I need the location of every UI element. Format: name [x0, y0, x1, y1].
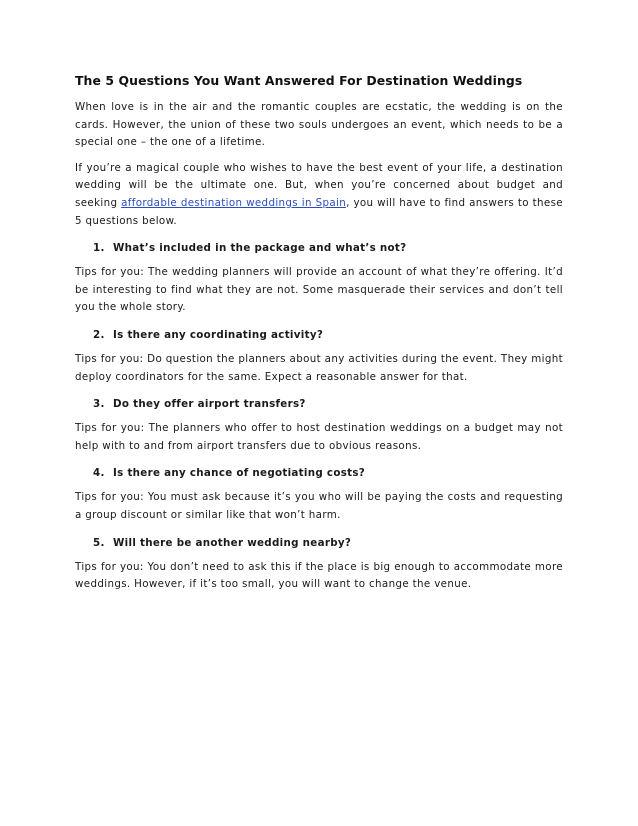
tip-paragraph-4: Tips for you: You must ask because it’s you who will be paying the costs and requesting a group discount or similar like that won’t harm.: [75, 491, 563, 521]
question-number: 5.: [93, 536, 105, 549]
document-page: [75, 72, 563, 602]
question-text: Will there be another wedding nearby?: [113, 536, 352, 549]
question-heading-1: [75, 240, 563, 257]
tip-paragraph-3: Tips for you: The planners who offer to host destination weddings on a budget may not help with to and from airport transfers due to obvious reasons.: [75, 422, 563, 452]
question-heading-2: [75, 327, 563, 344]
question-number: 2.: [93, 328, 105, 341]
tip-paragraph-5: Tips for you: You don’t need to ask this if the place is big enough to accommodate more weddings. However, if it’s too small, you will want to change the venue.: [75, 560, 563, 591]
question-number: 1.: [93, 242, 105, 255]
intro-paragraph: When love is in the air and the romantic couples are ecstatic, the wedding is on the cards. However, the union of these two souls undergoes an event, which needs to be a special one – the one of a lifetime.: [75, 101, 563, 149]
question-text: Is there any chance of negotiating costs?: [113, 467, 366, 480]
intro-text-before: If you’re a magical couple who wishes to have the best event of your life, a destination wedding will be the ultimate one. But, when you’re concerned about budget and seeking: [75, 161, 563, 209]
question-number: 3.: [93, 398, 105, 411]
document-title: The 5 Questions You Want Answered For Destination Weddings: [75, 73, 523, 88]
question-number: 4.: [93, 467, 105, 480]
question-text: Is there any coordinating activity?: [113, 328, 324, 341]
tip-paragraph-1: Tips for you: The wedding planners will provide an account of what they’re offering. It’d be interesting to find what they are not. Some masquerade their services and don’t tell you the whole story.: [75, 266, 563, 314]
question-text: What’s included in the package and what’s not?: [113, 242, 407, 255]
tip-paragraph-2: Tips for you: Do question the planners about any activities during the event. They might deploy coordinators for the same. Expect a reasonable answer for that.: [75, 352, 563, 383]
intro-text-after: , you will have to find answers to these 5 questions below.: [75, 196, 563, 227]
question-text: Do they offer airport transfers?: [113, 398, 306, 411]
question-heading-5: [75, 535, 563, 552]
intro-paragraph-2: [75, 160, 563, 230]
affordable-weddings-link[interactable]: affordable destination weddings in Spain: [121, 196, 347, 209]
question-heading-3: [75, 396, 563, 413]
question-heading-4: [75, 465, 563, 482]
